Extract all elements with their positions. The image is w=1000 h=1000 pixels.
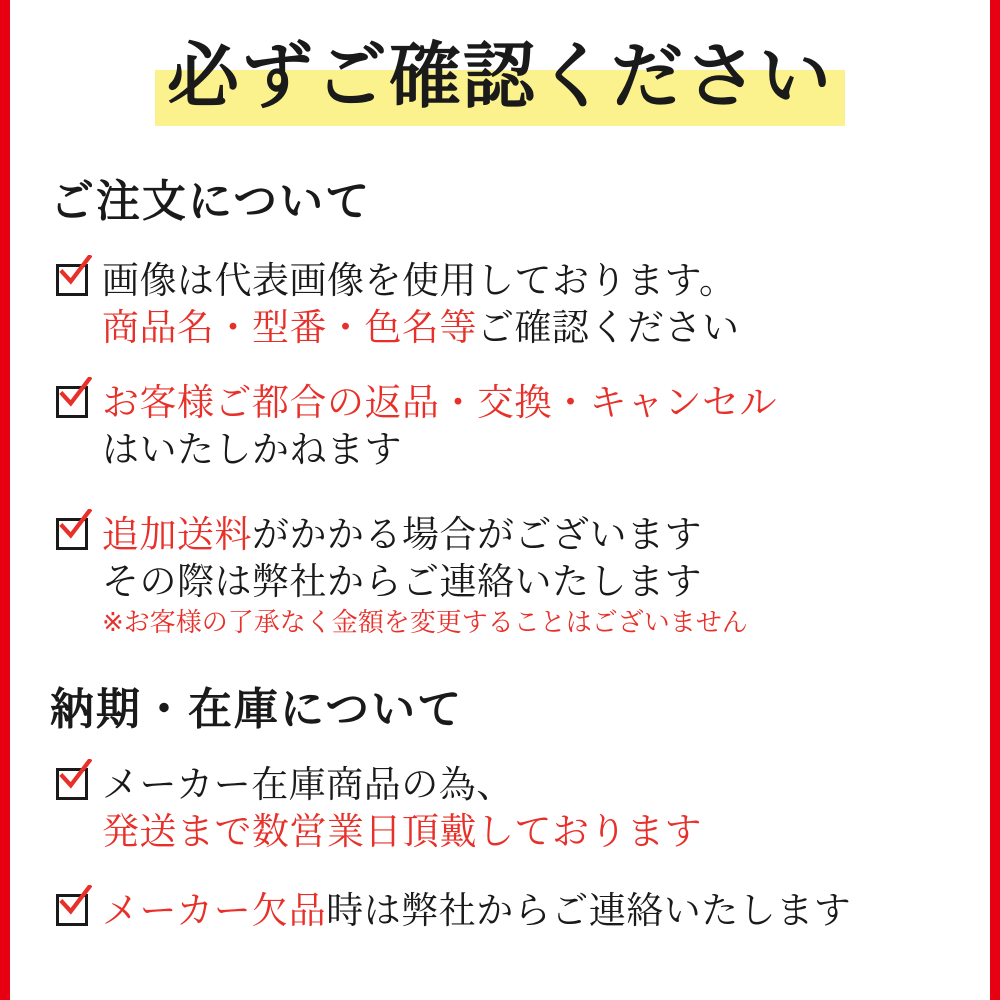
list-item (56, 380, 777, 474)
text-run: 商品名・型番・色名等 (102, 306, 477, 348)
text-line (102, 380, 777, 427)
page-title (155, 36, 845, 119)
list-item (56, 258, 740, 352)
text-line (102, 427, 777, 474)
list-item (56, 762, 702, 856)
text-line (102, 512, 748, 559)
footnote: ※お客様の了承なく金額を変更することはございません (102, 606, 748, 637)
section-heading-orders: ご注文について (50, 177, 372, 226)
list-item (56, 512, 748, 640)
checkmark-icon (56, 518, 92, 554)
text-line (102, 888, 851, 935)
list-item-text (102, 512, 748, 640)
text-run: その際は弊社からご連絡いたします (102, 560, 702, 602)
text-run: 追加送料 (102, 514, 252, 555)
text-line (102, 258, 740, 305)
checkmark-icon (56, 386, 92, 422)
text-run: がかかる場合がございます (252, 514, 702, 555)
text-run: はいたしかねます (102, 428, 402, 470)
text-run: お客様ご都合の返品・交換・キャンセル (102, 382, 777, 423)
text-line (102, 305, 740, 352)
text-run: 発送まで数営業日頂戴しております (102, 810, 702, 852)
page-title-wrap (10, 36, 990, 119)
section-heading-delivery: 納期・在庫について (50, 685, 464, 734)
list-item-text (102, 380, 777, 474)
checkmark-icon (56, 264, 92, 300)
notice-content (10, 0, 990, 1000)
text-line (102, 762, 702, 809)
text-line (102, 809, 702, 856)
page-title-text: 必ずご確認ください (166, 37, 833, 117)
text-run: メーカー欠品 (102, 890, 327, 931)
checkmark-icon (56, 894, 92, 930)
text-run: ご確認ください (477, 306, 740, 348)
text-run: 時は弊社からご連絡いたします (326, 890, 852, 931)
text-run: 画像は代表画像を使用しております。 (102, 260, 737, 301)
text-run: メーカー在庫商品の為、 (102, 764, 514, 805)
text-line (102, 559, 748, 606)
list-item-text (102, 258, 740, 352)
checkmark-icon (56, 768, 92, 804)
list-item-text (102, 888, 851, 935)
list-item-text (102, 762, 702, 856)
list-item (56, 888, 851, 935)
